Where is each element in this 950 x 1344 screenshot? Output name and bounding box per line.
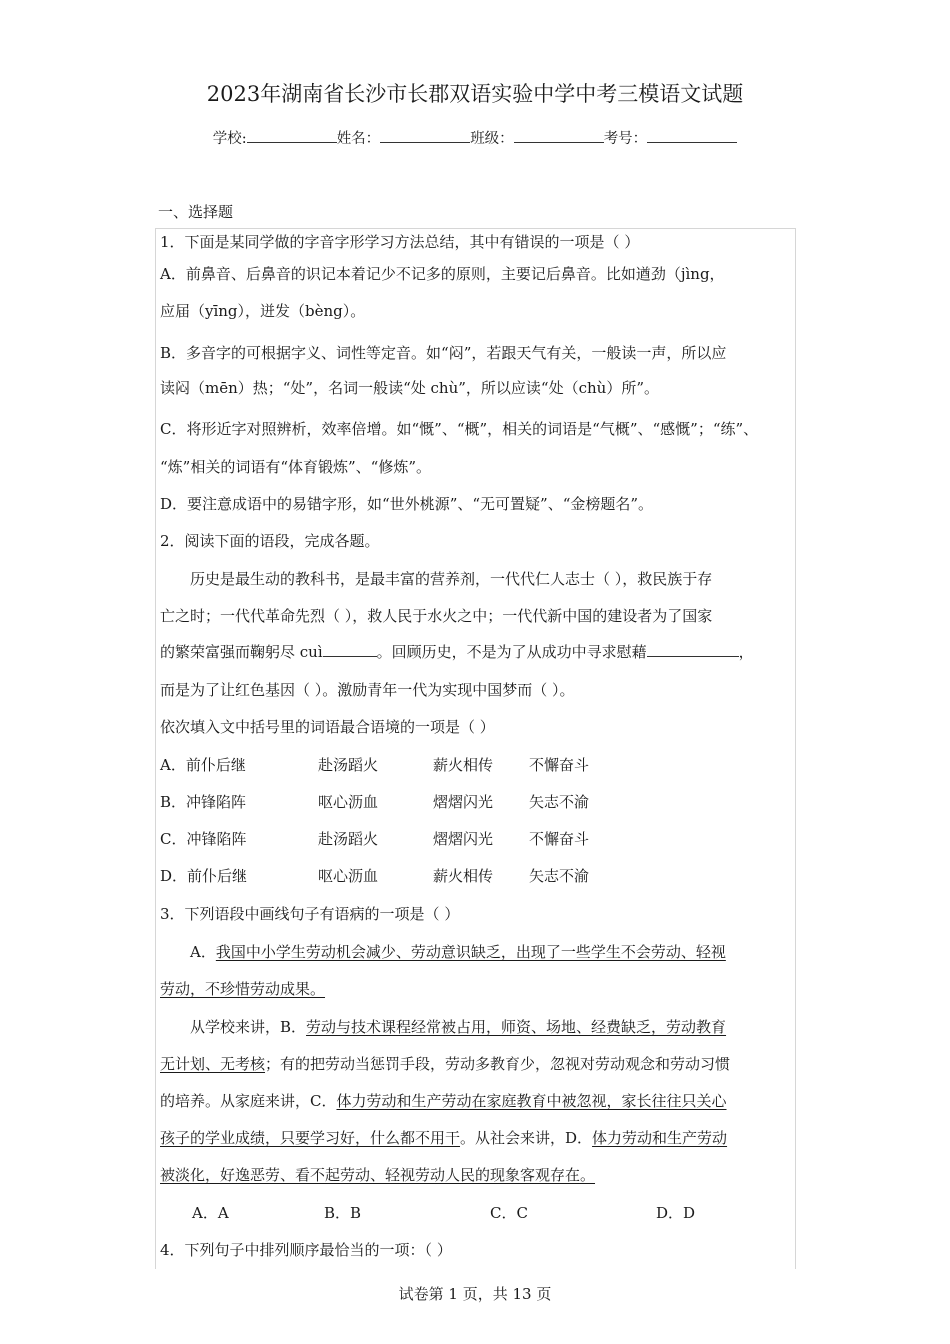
q1-stem: 1．下面是某同学做的字音字形学习方法总结，其中有错误的一项是（ ） (160, 233, 640, 251)
q2-option-c-word2: 赴汤蹈火 (318, 830, 379, 848)
q3-underlined-b-part1: 劳动与技术课程经常被占用，师资、场地、经费缺乏，劳动教育 (306, 1018, 727, 1036)
q3-passage-line4-rest: ；有的把劳动当惩罚手段，劳动多教育少，忽视对劳动观念和劳动习惯 (265, 1055, 731, 1073)
q2-option-d-word4: 矢志不渝 (529, 867, 590, 885)
q3-underlined-c-part1: 体力劳动和生产劳动在家庭教育中被忽视，家长往往只关心 (336, 1092, 727, 1110)
q1-option-d: D．要注意成语中的易错字形，如“世外桃源”、“无可置疑”、“金榜题名”。 (160, 495, 654, 513)
number-blank (647, 128, 737, 143)
number-label: 考号： (603, 131, 648, 147)
q3-option-d: D．D (656, 1204, 696, 1222)
q2-option-a-word3: 薪火相传 (433, 756, 494, 774)
q2-passage-line1: 历史是最生动的教科书，是最丰富的营养剂，一代代仁人志士（ ），救民族于存 (190, 570, 713, 588)
student-info-line (0, 127, 950, 148)
q3-stem: 3．下列语段中画线句子有语病的一项是（ ） (160, 905, 460, 923)
q3-underlined-a-part1: 我国中小学生劳动机会减少、劳动意识缺乏，出现了一些学生不会劳动、轻视 (215, 943, 726, 961)
q2-option-a-word4: 不懈奋斗 (529, 756, 590, 774)
q2-option-d-label: D．前仆后继 (160, 867, 248, 885)
q3-passage-line3 (190, 1016, 726, 1037)
q2-option-d-word3: 薪火相传 (433, 867, 494, 885)
q1-option-a-line2: 应届（yīng），迸发（bèng）。 (160, 302, 366, 320)
q2-option-b-word2: 呕心沥血 (318, 793, 379, 811)
q3-passage-line6 (160, 1127, 727, 1148)
q2-passage-line3-part1: 的繁荣富强而鞠躬尽 cuì (160, 643, 323, 661)
section-heading: 一、选择题 (158, 203, 234, 221)
q3-society-intro: 。从社会来讲，D． (460, 1129, 593, 1147)
q4-stem: 4．下列句子中排列顺序最恰当的一项：（ ） (160, 1241, 452, 1259)
school-label: 学校: (212, 131, 247, 147)
q2-sub-question: 依次填入文中括号里的词语最合语境的一项是（ ） (160, 718, 495, 736)
page-footer: 试卷第 1 页，共 13 页 (398, 1285, 552, 1303)
q3-family-intro: 的培养。从家庭来讲，C． (160, 1092, 337, 1110)
q3-school-intro: 从学校来讲，B． (190, 1018, 307, 1036)
q2-option-a-word2: 赴汤蹈火 (318, 756, 379, 774)
name-label: 姓名： (336, 131, 381, 147)
exam-title: 2023年湖南省长沙市长郡双语实验中学中考三模语文试题 (206, 82, 744, 106)
q3-underlined-d-part1: 体力劳动和生产劳动 (592, 1129, 728, 1147)
q3-label-a: A． (190, 943, 216, 961)
q2-option-c-word3: 熠熠闪光 (433, 830, 494, 848)
q2-option-a-label: A．前仆后继 (160, 756, 246, 774)
q1-option-c-line1: C．将形近字对照辨析，效率倍增。如“慨”、“概”，相关的词语是“气概”、“感慨”；“练”、 (160, 420, 759, 438)
name-blank (380, 128, 470, 143)
cui-blank (323, 642, 377, 657)
q2-passage-line4: 而是为了让红色基因（ ）。激励青年一代为实现中国梦而（ ）。 (160, 681, 575, 699)
q3-option-a: A．A (192, 1204, 229, 1222)
q2-passage-line3-part2: 。回顾历史，不是为了从成功中寻求慰藉 (376, 643, 647, 661)
q3-underlined-b-part2: 无计划、无考核 (160, 1055, 266, 1073)
q2-passage-line3-part3: ， (738, 643, 754, 661)
q2-option-b-word4: 矢志不渝 (529, 793, 590, 811)
school-blank (247, 128, 337, 143)
q3-passage-line4 (160, 1053, 730, 1074)
class-label: 班级： (470, 131, 514, 147)
q2-stem: 2．阅读下面的语段，完成各题。 (160, 532, 380, 550)
q1-option-b-line2: 读闷（mēn）热；“处”，名词一般读“处 chù”，所以应读“处（chù）所”。 (160, 379, 659, 397)
q2-option-d-word2: 呕心沥血 (318, 867, 379, 885)
q3-option-b: B．B (324, 1204, 362, 1222)
q2-passage-line2: 亡之时；一代代革命先烈（ ），救人民于水火之中；一代代新中国的建设者为了国家 (160, 607, 713, 625)
jie-blank (647, 642, 739, 657)
q3-underlined-d-part2: 被淡化，好逸恶劳、看不起劳动、轻视劳动人民的现象客观存在。 (160, 1166, 596, 1184)
q3-passage-line1 (190, 941, 726, 962)
q2-passage-line3 (160, 641, 754, 662)
q2-option-b-label: B．冲锋陷阵 (160, 793, 247, 811)
q2-option-b-word3: 熠熠闪光 (433, 793, 494, 811)
q3-passage-line5 (160, 1090, 727, 1111)
q1-option-b-line1: B．多音字的可根据字义、词性等定音。如“闷”，若跟天气有关，一般读一声，所以应 (160, 344, 727, 362)
q3-underlined-c-part2: 孩子的学业成绩，只要学习好，什么都不用干 (160, 1129, 461, 1147)
q3-underlined-a-part2: 劳动，不珍惜劳动成果。 (160, 980, 326, 998)
q3-option-c: C．C (490, 1204, 528, 1222)
q2-option-c-word4: 不懈奋斗 (529, 830, 590, 848)
q1-option-a-line1: A．前鼻音、后鼻音的识记本着记少不记多的原则，主要记后鼻音。比如遒劲（jìng， (160, 265, 725, 283)
q1-option-c-line2: “炼”相关的词语有“体育锻炼”、“修炼”。 (160, 458, 432, 476)
class-blank (514, 128, 604, 143)
q2-option-c-label: C．冲锋陷阵 (160, 830, 247, 848)
